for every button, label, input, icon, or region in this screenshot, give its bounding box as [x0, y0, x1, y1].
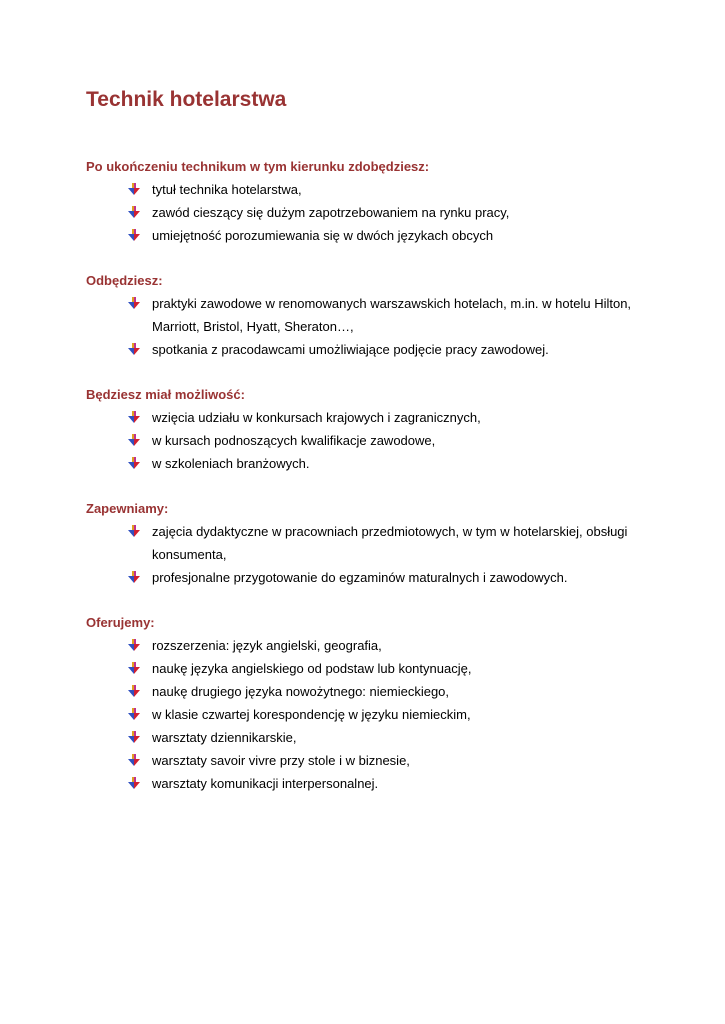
bullet-list: [86, 178, 646, 247]
colored-arrow-down-icon: [128, 731, 140, 743]
list-item: [86, 520, 646, 566]
section: [86, 269, 646, 361]
colored-arrow-down-icon: [128, 662, 140, 674]
colored-arrow-down-icon: [128, 434, 140, 446]
list-item: [86, 566, 646, 589]
list-item-text: wzięcia udziału w konkursach krajowych i zagranicznych,: [152, 410, 481, 425]
colored-arrow-down-icon: [128, 525, 140, 537]
bullet-list: [86, 520, 646, 589]
list-item-text: warsztaty savoir vivre przy stole i w biznesie,: [152, 753, 410, 768]
list-item-text: zajęcia dydaktyczne w pracowniach przedmiotowych, w tym w hotelarskiej, obsługi konsumenta,: [152, 524, 628, 562]
list-item: [86, 680, 646, 703]
list-item: [86, 338, 646, 361]
list-item-text: warsztaty dziennikarskie,: [152, 730, 297, 745]
list-item: [86, 224, 646, 247]
list-item-text: umiejętność porozumiewania się w dwóch językach obcych: [152, 228, 494, 243]
colored-arrow-down-icon: [128, 457, 140, 469]
list-item-text: praktyki zawodowe w renomowanych warszawskich hotelach, m.in. w hotelu Hilton, Marriott, Bristol, Hyatt, Sheraton…,: [152, 296, 632, 334]
section-heading: Będziesz miał możliwość:: [86, 387, 245, 402]
colored-arrow-down-icon: [128, 639, 140, 651]
list-item: [86, 201, 646, 224]
colored-arrow-down-icon: [128, 685, 140, 697]
bullet-list: [86, 292, 646, 361]
list-item: [86, 406, 646, 429]
section-heading: Po ukończeniu technikum w tym kierunku zdobędziesz:: [86, 159, 430, 174]
list-item-text: w klasie czwartej korespondencję w języku niemieckim,: [152, 707, 471, 722]
list-item-text: tytuł technika hotelarstwa,: [152, 182, 302, 197]
list-item-text: w kursach podnoszących kwalifikacje zawodowe,: [152, 433, 436, 448]
colored-arrow-down-icon: [128, 708, 140, 720]
section: [86, 155, 646, 247]
list-item-text: zawód cieszący się dużym zapotrzebowaniem na rynku pracy,: [152, 205, 510, 220]
list-item: [86, 726, 646, 749]
list-item-text: w szkoleniach branżowych.: [152, 456, 310, 471]
list-item-text: naukę języka angielskiego od podstaw lub kontynuację,: [152, 661, 472, 676]
colored-arrow-down-icon: [128, 229, 140, 241]
section-heading: Oferujemy:: [86, 615, 155, 630]
section: [86, 383, 646, 475]
list-item: [86, 178, 646, 201]
colored-arrow-down-icon: [128, 411, 140, 423]
colored-arrow-down-icon: [128, 571, 140, 583]
bullet-list: [86, 406, 646, 475]
list-item-text: profesjonalne przygotowanie do egzaminów maturalnych i zawodowych.: [152, 570, 568, 585]
list-item: [86, 749, 646, 772]
list-item-text: spotkania z pracodawcami umożliwiające podjęcie pracy zawodowej.: [152, 342, 549, 357]
colored-arrow-down-icon: [128, 777, 140, 789]
section-heading: Zapewniamy:: [86, 501, 169, 516]
list-item: [86, 772, 646, 795]
list-item-text: rozszerzenia: język angielski, geografia,: [152, 638, 382, 653]
list-item: [86, 634, 646, 657]
list-item: [86, 703, 646, 726]
colored-arrow-down-icon: [128, 754, 140, 766]
colored-arrow-down-icon: [128, 206, 140, 218]
list-item: [86, 657, 646, 680]
section-heading: Odbędziesz:: [86, 273, 163, 288]
list-item-text: naukę drugiego języka nowożytnego: niemieckiego,: [152, 684, 450, 699]
section: [86, 611, 646, 795]
content-sections: [86, 155, 646, 817]
page-title: Technik hotelarstwa: [86, 88, 287, 111]
list-item-text: warsztaty komunikacji interpersonalnej.: [152, 776, 379, 791]
list-item: [86, 429, 646, 452]
bullet-list: [86, 634, 646, 795]
section: [86, 497, 646, 589]
colored-arrow-down-icon: [128, 343, 140, 355]
colored-arrow-down-icon: [128, 297, 140, 309]
colored-arrow-down-icon: [128, 183, 140, 195]
list-item: [86, 292, 646, 338]
list-item: [86, 452, 646, 475]
